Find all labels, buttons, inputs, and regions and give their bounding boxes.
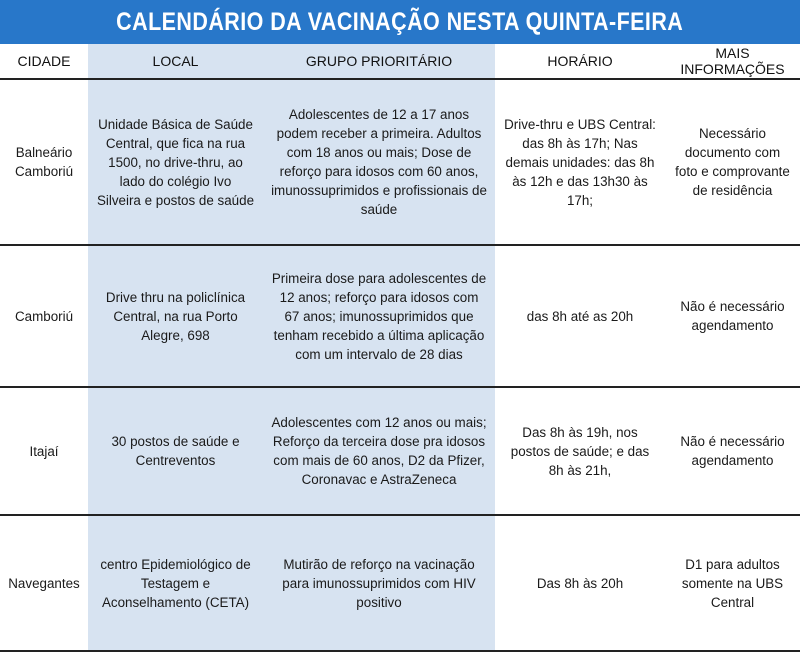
cell-info [665,515,800,651]
cell-grupo [263,387,495,515]
cell-cidade [0,387,88,515]
header-local: LOCAL [88,44,263,79]
header-cidade: CIDADE [0,44,88,79]
page-title: CALENDÁRIO DA VACINAÇÃO NESTA QUINTA-FEIRA [116,7,684,36]
cell-horario [495,245,665,387]
table-row [0,515,800,651]
cell-text: Navegantes [8,575,80,591]
cell-cidade [0,79,88,245]
cell-local [88,79,263,245]
cell-text: Itajaí [29,443,59,459]
cell-horario [495,515,665,651]
table-row [0,245,800,387]
cell-text: Das 8h às 19h, nos postos de saúde; e das 8h às 21h, [510,424,650,478]
cell-local [88,515,263,651]
header-info: MAIS INFORMAÇÕES [665,44,800,79]
cell-text: Não é necessário agendamento [680,299,785,333]
cell-text: Necessário documento com foto e comprovante de residência [675,126,790,198]
cell-grupo [263,79,495,245]
table-row [0,387,800,515]
cell-text: Camboriú [14,308,74,324]
cell-grupo [263,515,495,651]
cell-text: Balneário Camboriú [14,145,74,179]
cell-text: Primeira dose para adolescentes de 12 anos; reforço para idosos com 67 anos; imunossuprimidos que tenham recebido a última aplicação com um intervalo de 28 dias [271,270,487,362]
cell-text: Das 8h às 20h [536,575,624,591]
cell-text: centro Epidemiológico de Testagem e Aconselhamento (CETA) [100,556,251,610]
cell-text: Adolescentes com 12 anos ou mais; Reforço da terceira dose pra idosos com mais de 60 anos, D2 da Pfizer, Coronavac e AstraZeneca [271,415,487,487]
header-grupo: GRUPO PRIORITÁRIO [263,44,495,79]
cell-grupo [263,245,495,387]
header-row [0,44,800,79]
cell-text: Adolescentes de 12 a 17 anos podem receber a primeira. Adultos com 18 anos ou mais; Dose de reforço para idosos com 60 anos, imunossuprimidos e profissionais de saúde [271,107,487,217]
cell-local [88,245,263,387]
cell-text: Mutirão de reforço na vacinação para imunossuprimidos com HIV positivo [282,556,476,610]
cell-text: Não é necessário agendamento [680,434,785,468]
cell-text: D1 para adultos somente na UBS Central [681,556,784,610]
cell-info [665,387,800,515]
cell-text: Unidade Básica de Saúde Central, que fica na rua 1500, no drive-thru, ao lado do colégio Ivo Silveira e postos de saúde [96,116,255,208]
cell-horario [495,79,665,245]
cell-cidade [0,245,88,387]
header-horario: HORÁRIO [495,44,665,79]
cell-local [88,387,263,515]
table-row [0,79,800,245]
vaccination-table [0,44,800,652]
cell-info [665,245,800,387]
cell-cidade [0,515,88,651]
cell-text: Drive-thru e UBS Central: das 8h às 17h; Nas demais unidades: das 8h às 12h e das 13h30 às 17h; [504,116,656,208]
cell-info [665,79,800,245]
cell-text: das 8h até as 20h [526,308,634,324]
title-banner [0,0,800,44]
cell-text: Drive thru na policlínica Central, na rua Porto Alegre, 698 [105,289,246,343]
cell-horario [495,387,665,515]
cell-text: 30 postos de saúde e Centreventos [111,434,240,468]
